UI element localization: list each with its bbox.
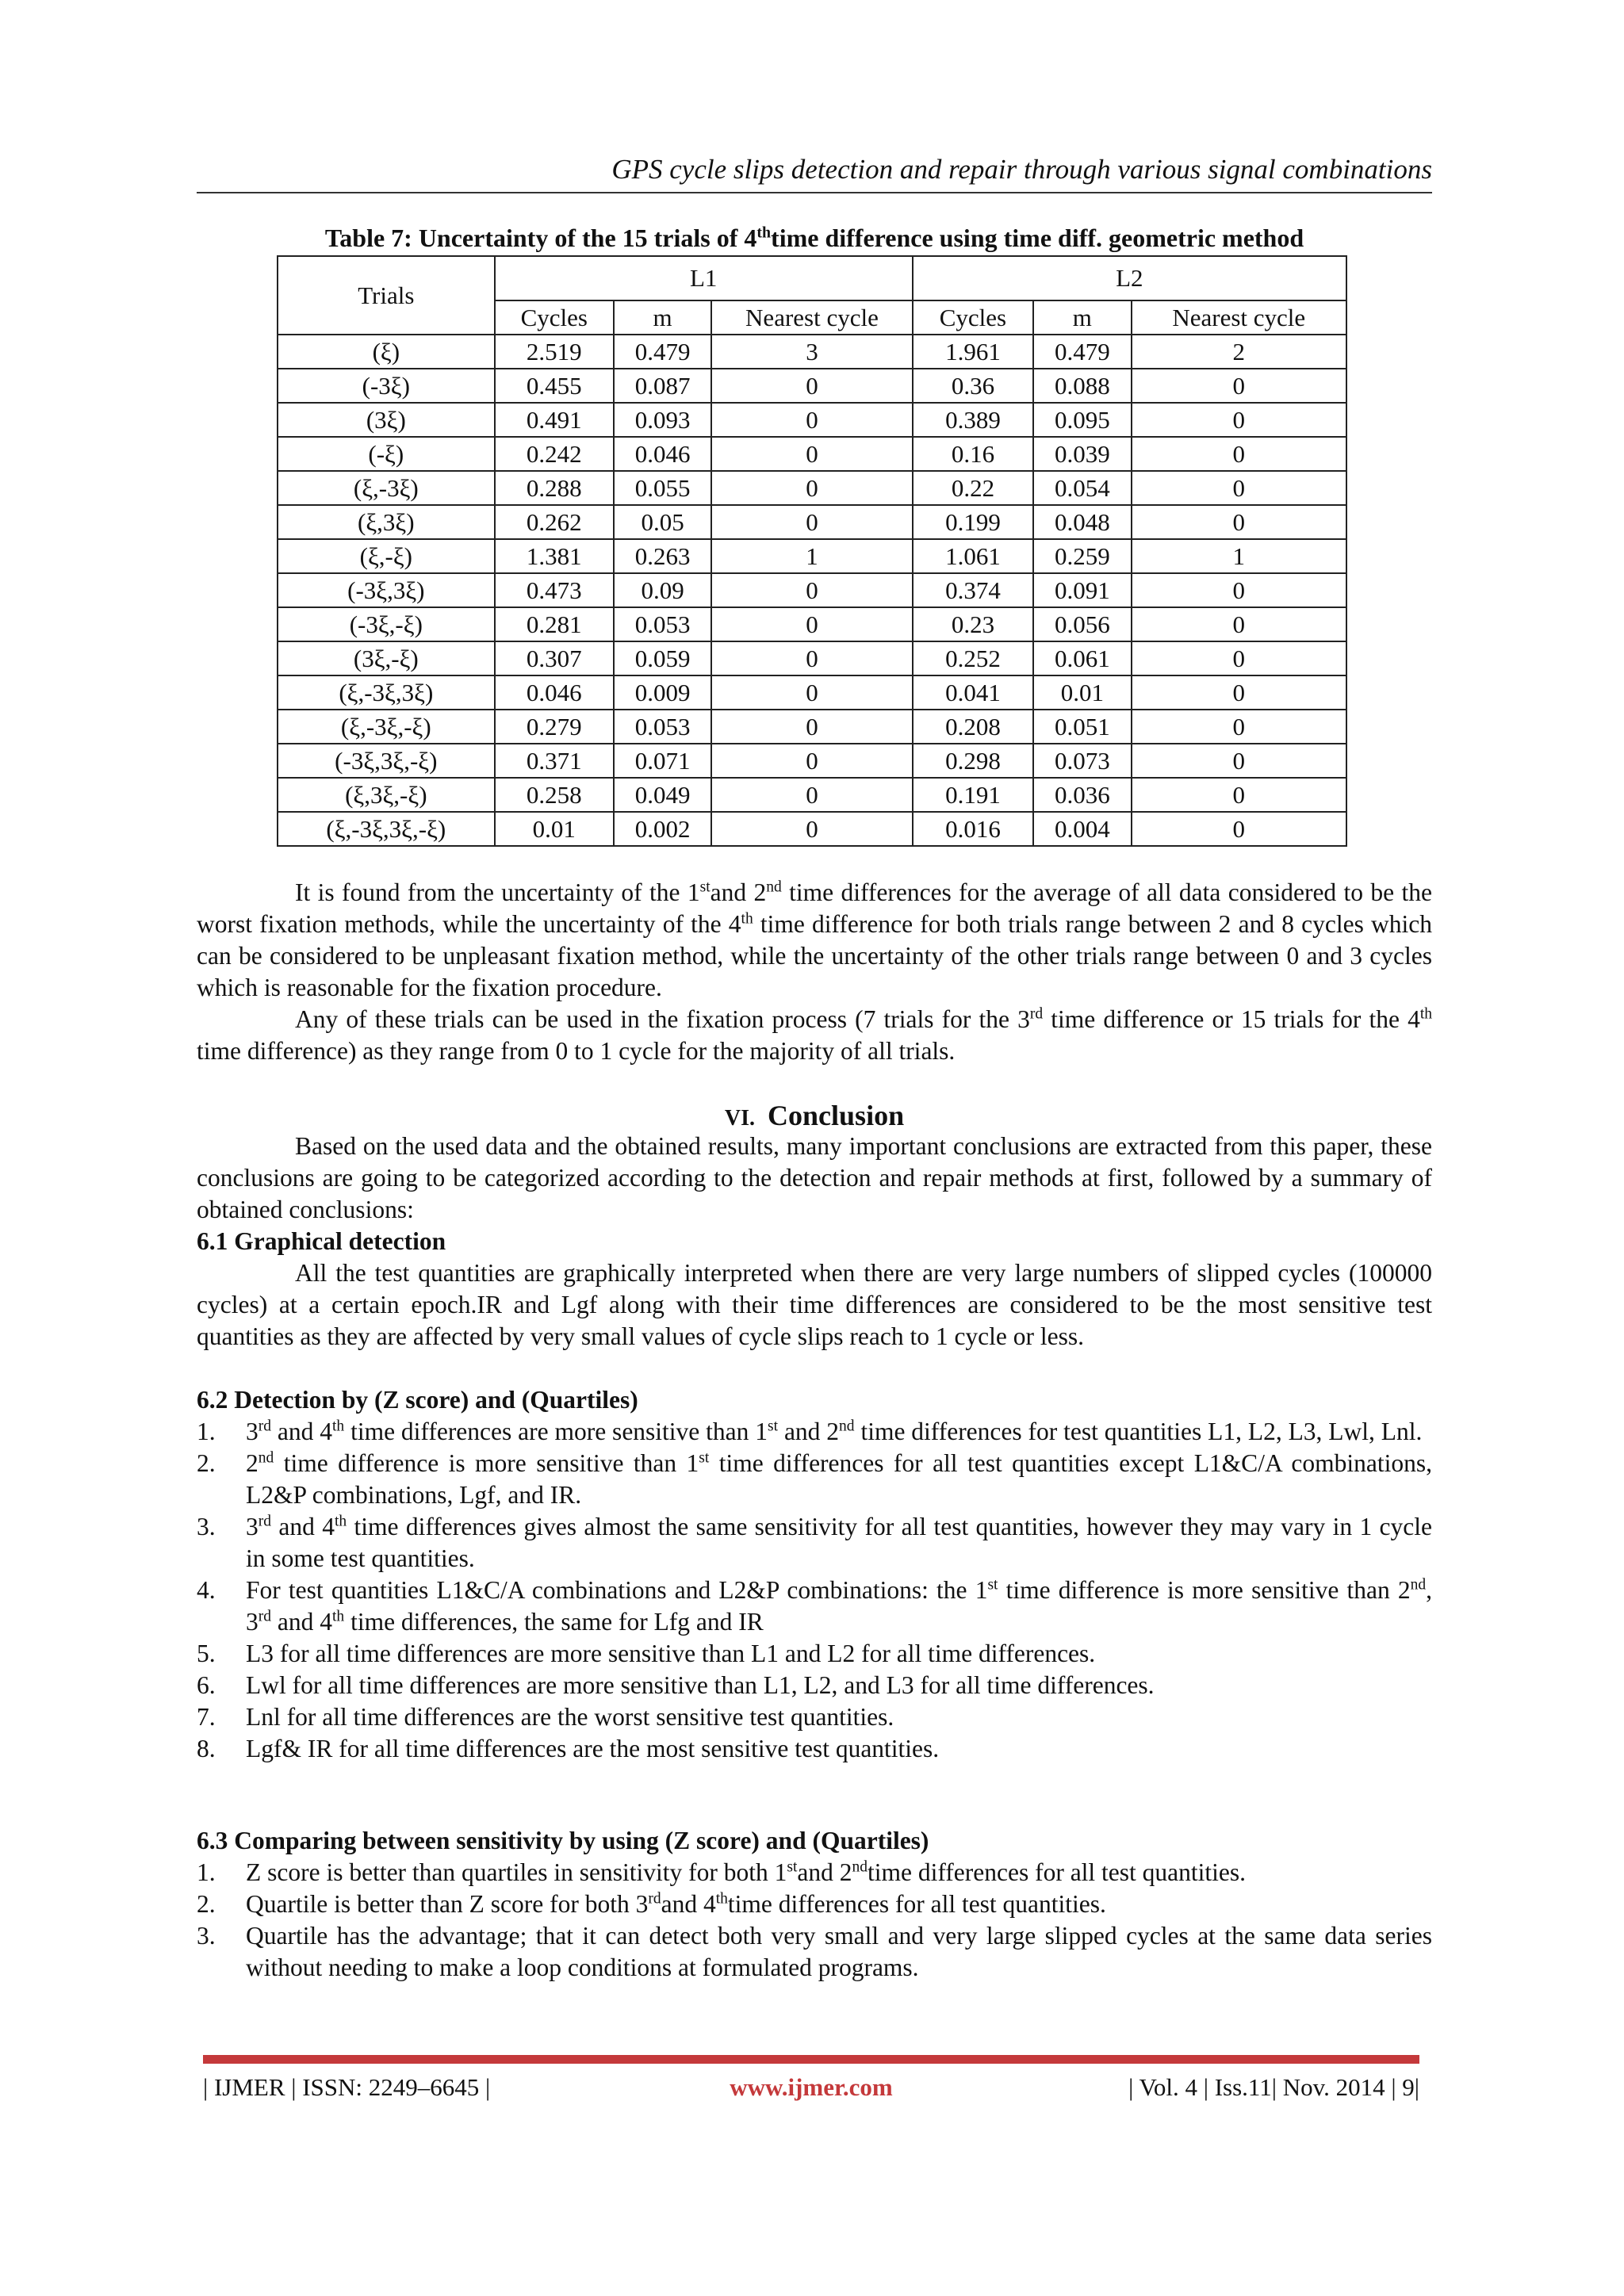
value-cell: 0.191 (913, 778, 1034, 812)
value-cell: 0 (711, 812, 912, 846)
value-cell: 0 (1132, 675, 1346, 710)
value-cell: 0 (711, 778, 912, 812)
footer-journal-info: | IJMER | ISSN: 2249–6645 | (203, 2073, 491, 2101)
value-cell: 0.039 (1033, 437, 1131, 471)
table-row (278, 539, 1346, 573)
trial-cell: (3ξ,-ξ) (278, 641, 495, 675)
value-cell: 0 (711, 369, 912, 403)
value-cell: 0 (1132, 505, 1346, 539)
value-cell: 0.073 (1033, 744, 1131, 778)
value-cell: 0.051 (1033, 710, 1131, 744)
value-cell: 0.053 (614, 710, 711, 744)
value-cell: 0 (1132, 437, 1346, 471)
value-cell: 0.016 (913, 812, 1034, 846)
trial-cell: (ξ,3ξ,-ξ) (278, 778, 495, 812)
table-row (278, 437, 1346, 471)
list-6-2 (197, 1416, 1432, 1765)
list-item: 6. Lwl for all time differences are more sensitive than L1, L2, and L3 for all time differences. (197, 1671, 1155, 1699)
value-cell: 0 (711, 505, 912, 539)
trial-cell: (ξ,-ξ) (278, 539, 495, 573)
section-heading-conclusion: VI. Conclusion (724, 1100, 905, 1131)
trial-cell: (ξ,-3ξ,-ξ) (278, 710, 495, 744)
value-cell: 0 (1132, 812, 1346, 846)
value-cell: 0.208 (913, 710, 1034, 744)
value-cell: 0.491 (495, 403, 614, 437)
paragraph-trials: Any of these trials can be used in the fixation process (7 trials for the 3rd time difference or 15 trials for the 4th time difference) as they range from 0 to 1 cycle for the majority of all trials. (197, 1005, 1433, 1065)
list-item: 4. For test quantities L1&C/A combinations and L2&P combinations: the 1st time difference is more sensitive than 2nd, 3rd and 4th time differences, the same for Lfg and IR (197, 1576, 1433, 1636)
value-cell: 0 (1132, 403, 1346, 437)
value-cell: 0.054 (1033, 471, 1131, 505)
table-row (278, 812, 1346, 846)
table-row (278, 335, 1346, 369)
value-cell: 1.961 (913, 335, 1034, 369)
table-row (278, 710, 1346, 744)
footer-website-link[interactable]: www.ijmer.com (730, 2073, 893, 2101)
running-head: GPS cycle slips detection and repair through various signal combinations (611, 154, 1432, 185)
value-cell: 0.298 (913, 744, 1034, 778)
paragraph-conclusion-intro: Based on the used data and the obtained results, many important conclusions are extracted from this paper, these conclusions are going to be categorized according to the detection and repair methods at first, followed by a summary of obtained conclusions: (197, 1132, 1432, 1223)
table-row (278, 744, 1346, 778)
value-cell: 0.059 (614, 641, 711, 675)
table-row (278, 607, 1346, 641)
value-cell: 0.258 (495, 778, 614, 812)
value-cell: 0 (1132, 471, 1346, 505)
list-item: 1. Z score is better than quartiles in sensitivity for both 1stand 2ndtime differences for all test quantities. (197, 1858, 1247, 1886)
value-cell: 0 (711, 744, 912, 778)
value-cell: 0.036 (1033, 778, 1131, 812)
value-cell: 0.371 (495, 744, 614, 778)
value-cell: 0.281 (495, 607, 614, 641)
value-cell: 0.061 (1033, 641, 1131, 675)
value-cell: 0.199 (913, 505, 1034, 539)
value-cell: 0 (1132, 607, 1346, 641)
value-cell: 0 (711, 641, 912, 675)
value-cell: 0 (1132, 641, 1346, 675)
value-cell: 0.071 (614, 744, 711, 778)
subheading-6-1: 6.1 Graphical detection (197, 1227, 446, 1255)
trial-cell: (ξ,-3ξ) (278, 471, 495, 505)
trial-cell: (ξ,-3ξ,3ξ) (278, 675, 495, 710)
value-cell: 0.048 (1033, 505, 1131, 539)
value-cell: 1.061 (913, 539, 1034, 573)
value-cell: 0.23 (913, 607, 1034, 641)
list-item: 5. L3 for all time differences are more sensitive than L1 and L2 for all time differences. (197, 1640, 1096, 1667)
trial-cell: (ξ,-3ξ,3ξ,-ξ) (278, 812, 495, 846)
trial-cell: (-ξ) (278, 437, 495, 471)
value-cell: 0 (711, 403, 912, 437)
value-cell: 0.009 (614, 675, 711, 710)
value-cell: 2.519 (495, 335, 614, 369)
value-cell: 0.046 (614, 437, 711, 471)
list-item: 3. Quartile has the advantage; that it can detect both very small and very large slipped cycles at the same data series without needing to make a loop conditions at formulated programs. (197, 1922, 1432, 1981)
table-row (278, 403, 1346, 437)
subheader-cell: m (614, 300, 711, 335)
list-item: 2. 2nd time difference is more sensitive than 1st time differences for all test quantities except L1&C/A combinations, L2&P combinations, Lgf, and IR. (197, 1449, 1432, 1509)
subheading-6-2: 6.2 Detection by (Z score) and (Quartiles) (197, 1386, 638, 1414)
page-footer (203, 2072, 1419, 2103)
trial-cell: (ξ,3ξ) (278, 505, 495, 539)
value-cell: 0.242 (495, 437, 614, 471)
table-row (278, 675, 1346, 710)
value-cell: 0.093 (614, 403, 711, 437)
value-cell: 1.381 (495, 539, 614, 573)
value-cell: 0.049 (614, 778, 711, 812)
value-cell: 0.041 (913, 675, 1034, 710)
subheader-cell: Nearest cycle (1132, 300, 1346, 335)
value-cell: 0.479 (1033, 335, 1131, 369)
value-cell: 0 (1132, 710, 1346, 744)
list-item: 1. 3rd and 4th time differences are more sensitive than 1st and 2nd time differences for test quantities L1, L2, L3, Lwl, Lnl. (197, 1418, 1423, 1445)
trial-cell: (-3ξ,-ξ) (278, 607, 495, 641)
value-cell: 0.22 (913, 471, 1034, 505)
uncertainty-table (277, 255, 1347, 847)
value-cell: 0.263 (614, 539, 711, 573)
table-body (278, 335, 1346, 846)
list-item: 2. Quartile is better than Z score for both 3rdand 4thtime differences for all test quantities. (197, 1890, 1106, 1918)
value-cell: 0.479 (614, 335, 711, 369)
value-cell: 0.053 (614, 607, 711, 641)
value-cell: 0 (711, 471, 912, 505)
value-cell: 0.455 (495, 369, 614, 403)
value-cell: 0.288 (495, 471, 614, 505)
value-cell: 0.259 (1033, 539, 1131, 573)
paragraph-uncertainty: It is found from the uncertainty of the 1stand 2nd time differences for the average of all data considered to be the worst fixation methods, while the uncertainty of the 4th time difference for both trials range between 2 and 8 cycles which can be considered to be unpleasant fixation method, while the uncertainty of the other trials range between 0 and 3 cycles which is reasonable for the fixation procedure. (197, 878, 1433, 1001)
value-cell: 0.279 (495, 710, 614, 744)
subheader-cell: Cycles (495, 300, 614, 335)
list-item: 3. 3rd and 4th time differences gives almost the same sensitivity for all test quantities, however they may vary in 1 cycle in some test quantities. (197, 1513, 1432, 1572)
value-cell: 0 (711, 573, 912, 607)
subheader-cell: Cycles (913, 300, 1034, 335)
value-cell: 0.056 (1033, 607, 1131, 641)
value-cell: 0.252 (913, 641, 1034, 675)
value-cell: 0.046 (495, 675, 614, 710)
trial-cell: (-3ξ,3ξ) (278, 573, 495, 607)
trial-cell: (3ξ) (278, 403, 495, 437)
value-cell: 0.088 (1033, 369, 1131, 403)
value-cell: 2 (1132, 335, 1346, 369)
trial-cell: (-3ξ) (278, 369, 495, 403)
value-cell: 3 (711, 335, 912, 369)
table-row (278, 641, 1346, 675)
value-cell: 0.095 (1033, 403, 1131, 437)
table-row (278, 778, 1346, 812)
table-caption: Table 7: Uncertainty of the 15 trials of 4thtime difference using time diff. geometric method (324, 224, 1304, 252)
value-cell: 0 (711, 437, 912, 471)
value-cell: 1 (1132, 539, 1346, 573)
value-cell: 0.055 (614, 471, 711, 505)
table-row (278, 573, 1346, 607)
value-cell: 0 (711, 710, 912, 744)
value-cell: 0.473 (495, 573, 614, 607)
value-cell: 0.262 (495, 505, 614, 539)
paragraph-graphical-detection: All the test quantities are graphically interpreted when there are very large numbers of slipped cycles (100000 cycles) at a certain epoch.IR and Lgf along with their time differences are considered to be the most sensitive test quantities as they are affected by very small values of cycle slips reach to 1 cycle or less. (197, 1259, 1432, 1350)
value-cell: 0.002 (614, 812, 711, 846)
subheader-cell: m (1033, 300, 1131, 335)
header-rule (197, 192, 1432, 193)
value-cell: 0.091 (1033, 573, 1131, 607)
header-l2: L2 (913, 256, 1346, 300)
value-cell: 0 (1132, 744, 1346, 778)
value-cell: 0.05 (614, 505, 711, 539)
value-cell: 0.09 (614, 573, 711, 607)
value-cell: 1 (711, 539, 912, 573)
table-header-row (278, 256, 1346, 300)
header-trials: Trials (278, 256, 495, 335)
value-cell: 0.087 (614, 369, 711, 403)
value-cell: 0.374 (913, 573, 1034, 607)
value-cell: 0.307 (495, 641, 614, 675)
header-l1: L1 (495, 256, 913, 300)
value-cell: 0 (711, 675, 912, 710)
value-cell: 0 (1132, 573, 1346, 607)
subheading-6-3: 6.3 Comparing between sensitivity by using (Z score) and (Quartiles) (197, 1827, 929, 1854)
list-item: 7. Lnl for all time differences are the worst sensitive test quantities. (197, 1703, 894, 1731)
footer-rule (203, 2055, 1419, 2064)
value-cell: 0 (711, 607, 912, 641)
value-cell: 0.01 (495, 812, 614, 846)
table-row (278, 505, 1346, 539)
value-cell: 0.01 (1033, 675, 1131, 710)
footer-issue-info: | Vol. 4 | Iss.11| Nov. 2014 | 9| (1128, 2073, 1419, 2101)
list-6-3 (197, 1857, 1432, 1984)
table-row (278, 369, 1346, 403)
value-cell: 0 (1132, 369, 1346, 403)
value-cell: 0.389 (913, 403, 1034, 437)
trial-cell: (ξ) (278, 335, 495, 369)
value-cell: 0.004 (1033, 812, 1131, 846)
value-cell: 0.16 (913, 437, 1034, 471)
table-row (278, 471, 1346, 505)
value-cell: 0.36 (913, 369, 1034, 403)
subheader-cell: Nearest cycle (711, 300, 912, 335)
value-cell: 0 (1132, 778, 1346, 812)
list-item: 8. Lgf& IR for all time differences are the most sensitive test quantities. (197, 1735, 940, 1762)
trial-cell: (-3ξ,3ξ,-ξ) (278, 744, 495, 778)
